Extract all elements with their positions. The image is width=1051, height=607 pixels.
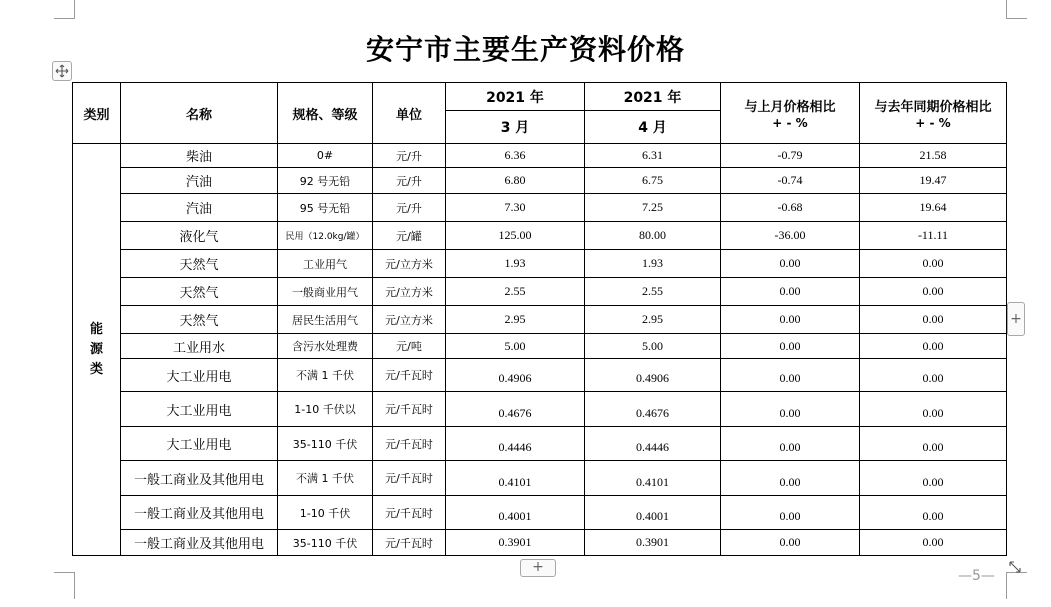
header-month-march: 3 月: [446, 111, 585, 144]
unit-cell: 元/升: [373, 194, 446, 222]
mom-change-cell: 0.00: [721, 359, 860, 392]
table-row: [73, 194, 1007, 222]
unit-cell: 元/千瓦时: [373, 530, 446, 556]
item-name-cell: 一般工商业及其他用电: [121, 496, 278, 530]
category-cell: 能源类: [73, 144, 121, 556]
page-corner-mark-bottom-right: [1006, 572, 1027, 599]
item-name-cell: 汽油: [121, 194, 278, 222]
header-yoy: [860, 83, 1007, 144]
table-row: [73, 334, 1007, 359]
spec-cell: 35-110 千伏: [278, 427, 373, 461]
header-year-march: 2021 年: [446, 83, 585, 111]
april-price-cell: 5.00: [585, 334, 721, 359]
unit-cell: 元/立方米: [373, 278, 446, 306]
spec-cell: 含污水处理费: [278, 334, 373, 359]
march-price-cell: 5.00: [446, 334, 585, 359]
unit-cell: 元/千瓦时: [373, 392, 446, 427]
price-table-body: [73, 144, 1007, 556]
march-price-cell: 0.4676: [446, 392, 585, 427]
april-price-cell: 0.4446: [585, 427, 721, 461]
table-row: [73, 392, 1007, 427]
mom-change-cell: 0.00: [721, 278, 860, 306]
document-title: 安宁市主要生产资料价格: [365, 33, 685, 66]
march-price-cell: 1.93: [446, 250, 585, 278]
march-price-cell: 6.36: [446, 144, 585, 168]
table-row: [73, 168, 1007, 194]
table-row: [73, 222, 1007, 250]
spec-cell: 95 号无铅: [278, 194, 373, 222]
march-price-cell: 0.4906: [446, 359, 585, 392]
unit-cell: 元/吨: [373, 334, 446, 359]
header-yoy-title: 与去年同期价格相比: [874, 99, 992, 115]
yoy-change-cell: 0.00: [860, 496, 1007, 530]
april-price-cell: 6.31: [585, 144, 721, 168]
march-price-cell: 2.95: [446, 306, 585, 334]
unit-cell: 元/立方米: [373, 250, 446, 278]
unit-cell: 元/升: [373, 168, 446, 194]
item-name-cell: 柴油: [121, 144, 278, 168]
spec-cell: 0#: [278, 144, 373, 168]
yoy-change-cell: 0.00: [860, 306, 1007, 334]
spec-cell: 居民生活用气: [278, 306, 373, 334]
yoy-change-cell: -11.11: [860, 222, 1007, 250]
item-name-cell: 天然气: [121, 306, 278, 334]
header-mom: [721, 83, 860, 144]
page-corner-mark-top-left: [54, 0, 75, 19]
table-row: [73, 359, 1007, 392]
april-price-cell: 6.75: [585, 168, 721, 194]
page-corner-mark-top-right: [1006, 0, 1027, 19]
table-row: [73, 250, 1007, 278]
mom-change-cell: -0.79: [721, 144, 860, 168]
item-name-cell: 工业用水: [121, 334, 278, 359]
spec-cell: 工业用气: [278, 250, 373, 278]
header-month-april: 4 月: [585, 111, 721, 144]
march-price-cell: 0.4446: [446, 427, 585, 461]
yoy-change-cell: 0.00: [860, 461, 1007, 496]
april-price-cell: 80.00: [585, 222, 721, 250]
spec-cell: 35-110 千伏: [278, 530, 373, 556]
mom-change-cell: 0.00: [721, 250, 860, 278]
spec-cell: 一般商业用气: [278, 278, 373, 306]
unit-cell: 元/千瓦时: [373, 461, 446, 496]
add-column-button[interactable]: [1007, 302, 1025, 336]
april-price-cell: 1.93: [585, 250, 721, 278]
april-price-cell: 0.4001: [585, 496, 721, 530]
page-corner-mark-bottom-left: [54, 572, 75, 599]
mom-change-cell: 0.00: [721, 530, 860, 556]
march-price-cell: 0.3901: [446, 530, 585, 556]
mom-change-cell: -0.68: [721, 194, 860, 222]
table-row: [73, 461, 1007, 496]
header-yoy-sub: + - %: [915, 115, 951, 130]
table-row: [73, 144, 1007, 168]
header-unit: 单位: [373, 83, 446, 144]
table-row: [73, 530, 1007, 556]
item-name-cell: 大工业用电: [121, 359, 278, 392]
mom-change-cell: 0.00: [721, 496, 860, 530]
unit-cell: 元/罐: [373, 222, 446, 250]
mom-change-cell: -0.74: [721, 168, 860, 194]
march-price-cell: 0.4001: [446, 496, 585, 530]
april-price-cell: 0.4906: [585, 359, 721, 392]
table-row: [73, 427, 1007, 461]
item-name-cell: 液化气: [121, 222, 278, 250]
table-row: [73, 278, 1007, 306]
item-name-cell: 天然气: [121, 278, 278, 306]
april-price-cell: 0.3901: [585, 530, 721, 556]
header-name: 名称: [121, 83, 278, 144]
header-mom-sub: + - %: [772, 115, 808, 130]
spec-cell: 1-10 千伏以: [278, 392, 373, 427]
april-price-cell: 0.4101: [585, 461, 721, 496]
item-name-cell: 大工业用电: [121, 392, 278, 427]
unit-cell: 元/千瓦时: [373, 496, 446, 530]
yoy-change-cell: 0.00: [860, 530, 1007, 556]
price-table: [72, 82, 1007, 556]
table-row: [73, 496, 1007, 530]
yoy-change-cell: 0.00: [860, 359, 1007, 392]
april-price-cell: 7.25: [585, 194, 721, 222]
plus-icon: +: [1010, 311, 1022, 327]
add-row-button[interactable]: [520, 559, 556, 577]
header-year-april: 2021 年: [585, 83, 721, 111]
yoy-change-cell: 0.00: [860, 278, 1007, 306]
resize-diagonal-icon: [1008, 560, 1022, 574]
table-move-handle[interactable]: [52, 61, 72, 81]
mom-change-cell: 0.00: [721, 427, 860, 461]
unit-cell: 元/升: [373, 144, 446, 168]
header-row-1: [73, 83, 1007, 111]
table-resize-handle[interactable]: [1006, 558, 1024, 576]
unit-cell: 元/千瓦时: [373, 427, 446, 461]
yoy-change-cell: 21.58: [860, 144, 1007, 168]
march-price-cell: 6.80: [446, 168, 585, 194]
item-name-cell: 大工业用电: [121, 427, 278, 461]
april-price-cell: 2.55: [585, 278, 721, 306]
march-price-cell: 2.55: [446, 278, 585, 306]
march-price-cell: 125.00: [446, 222, 585, 250]
spec-cell: 1-10 千伏: [278, 496, 373, 530]
item-name-cell: 一般工商业及其他用电: [121, 461, 278, 496]
april-price-cell: 2.95: [585, 306, 721, 334]
mom-change-cell: -36.00: [721, 222, 860, 250]
yoy-change-cell: 19.64: [860, 194, 1007, 222]
yoy-change-cell: 0.00: [860, 427, 1007, 461]
header-mom-title: 与上月价格相比: [744, 99, 836, 115]
move-arrows-icon: [55, 64, 69, 78]
unit-cell: 元/立方米: [373, 306, 446, 334]
spec-cell: 不满 1 千伏: [278, 461, 373, 496]
spec-cell: 民用（12.0kg/罐）: [278, 222, 373, 250]
page-number: —5—: [958, 568, 995, 584]
march-price-cell: 7.30: [446, 194, 585, 222]
yoy-change-cell: 19.47: [860, 168, 1007, 194]
mom-change-cell: 0.00: [721, 334, 860, 359]
unit-cell: 元/千瓦时: [373, 359, 446, 392]
plus-icon: +: [532, 559, 544, 575]
mom-change-cell: 0.00: [721, 306, 860, 334]
header-spec: 规格、等级: [278, 83, 373, 144]
march-price-cell: 0.4101: [446, 461, 585, 496]
header-category: 类别: [73, 83, 121, 144]
yoy-change-cell: 0.00: [860, 334, 1007, 359]
mom-change-cell: 0.00: [721, 392, 860, 427]
item-name-cell: 汽油: [121, 168, 278, 194]
mom-change-cell: 0.00: [721, 461, 860, 496]
april-price-cell: 0.4676: [585, 392, 721, 427]
yoy-change-cell: 0.00: [860, 392, 1007, 427]
spec-cell: 92 号无铅: [278, 168, 373, 194]
table-row: [73, 306, 1007, 334]
spec-cell: 不满 1 千伏: [278, 359, 373, 392]
item-name-cell: 天然气: [121, 250, 278, 278]
yoy-change-cell: 0.00: [860, 250, 1007, 278]
item-name-cell: 一般工商业及其他用电: [121, 530, 278, 556]
